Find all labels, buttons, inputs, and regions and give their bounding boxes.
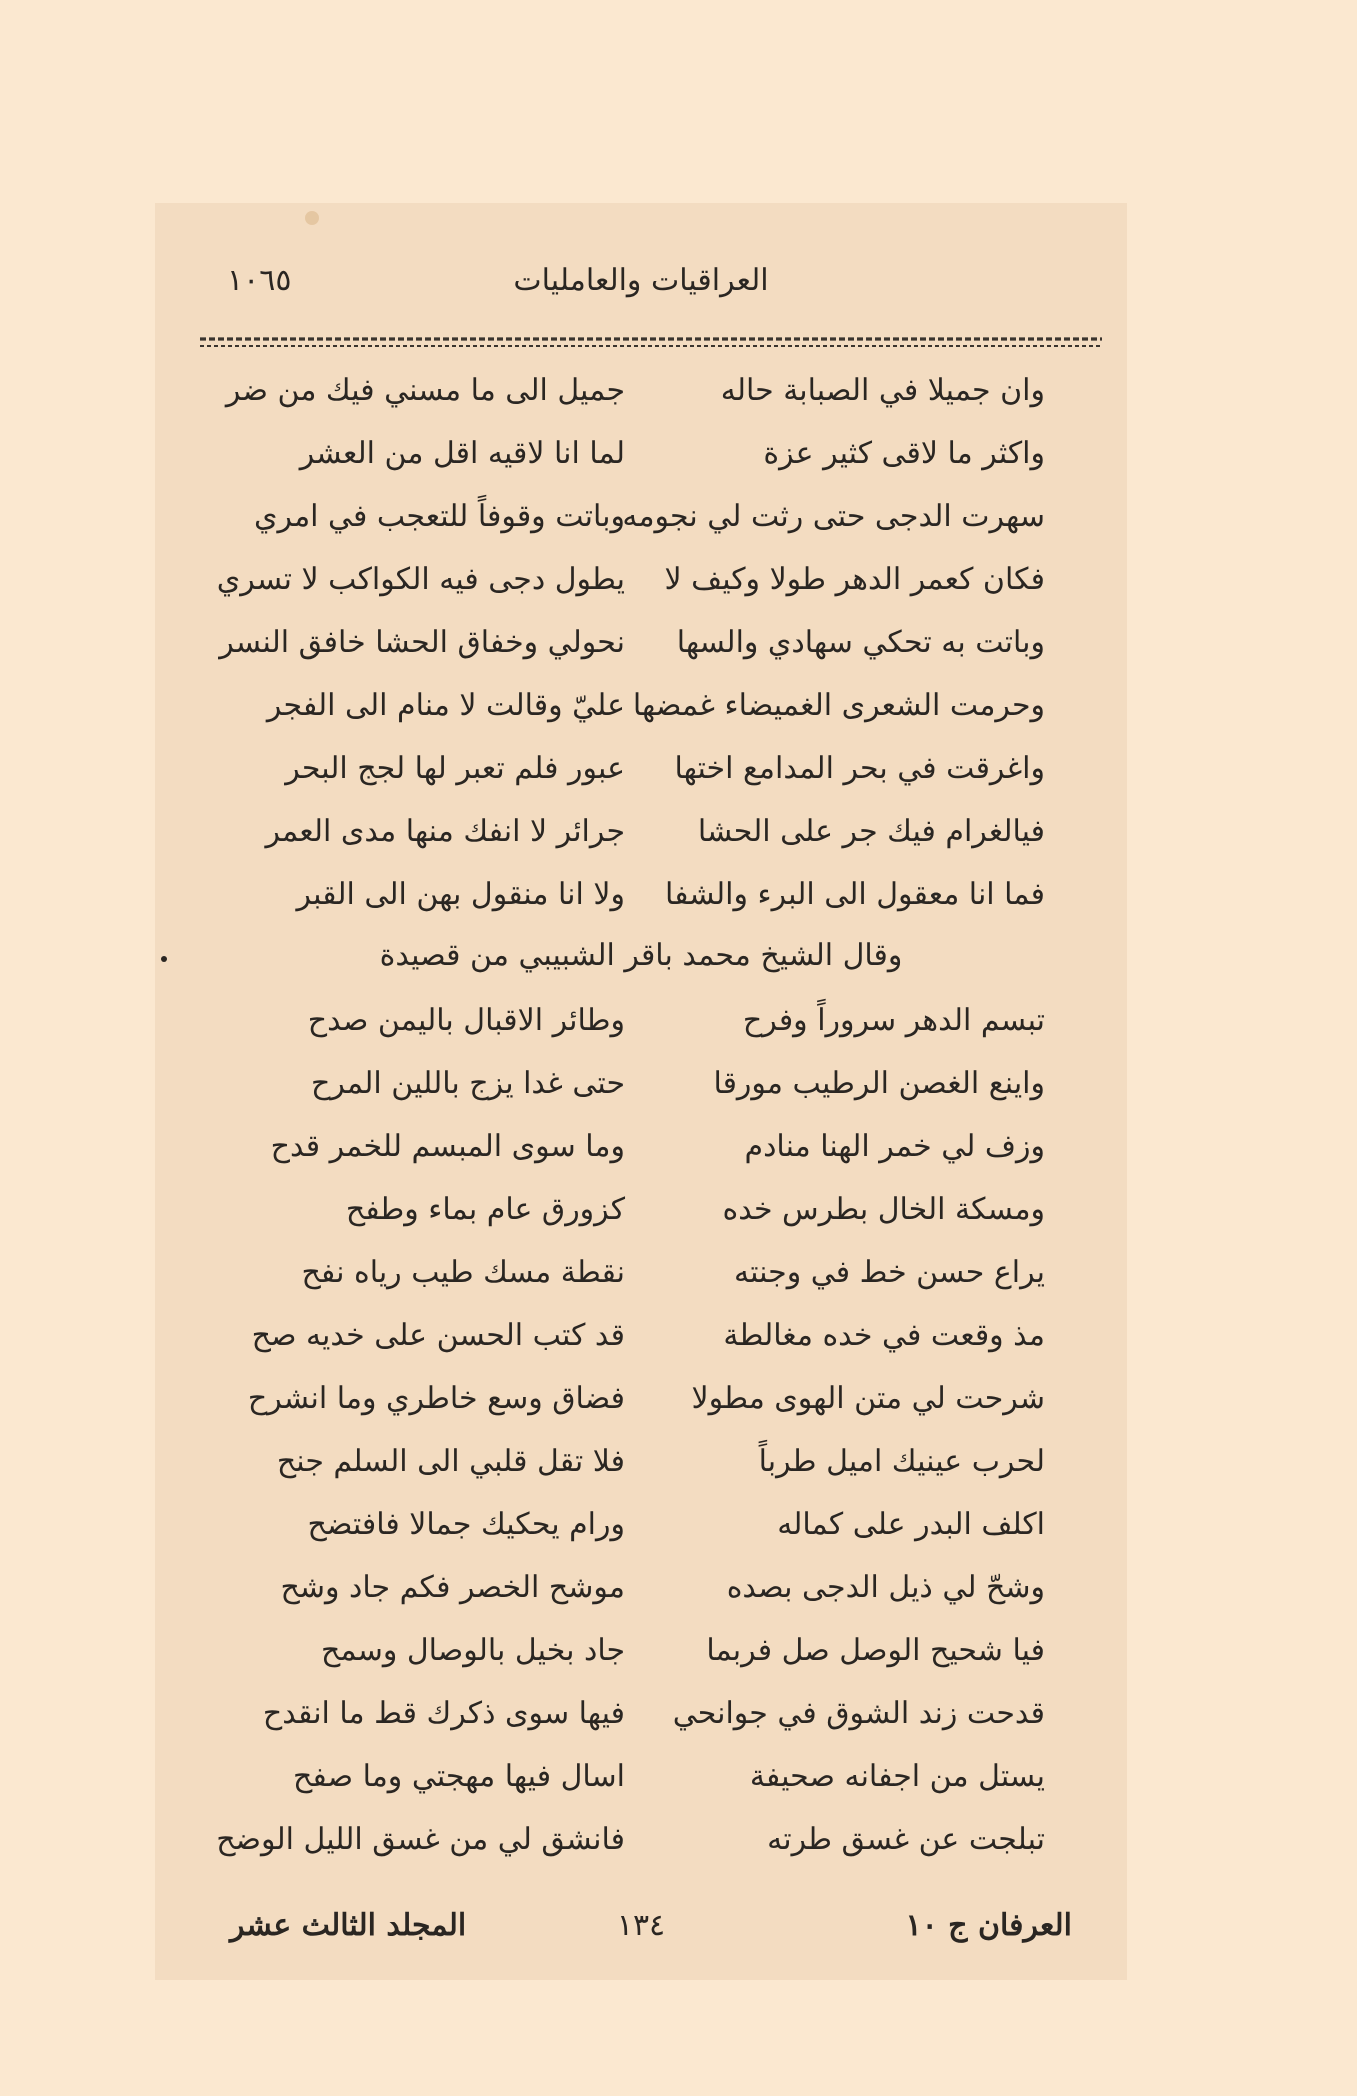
- verse-line: [155, 1003, 1127, 1065]
- verse-second-hemistich: وباتت وقوفاً للتعجب في امري: [254, 499, 625, 534]
- verse-line: [155, 1696, 1127, 1758]
- verse-first-hemistich: سهرت الدجى حتى رثت لي نجومه: [622, 499, 1045, 534]
- verse-line: [155, 1507, 1127, 1569]
- verse-line: [155, 625, 1127, 687]
- verse-first-hemistich: فيالغرام فيك جر على الحشا: [697, 814, 1045, 849]
- page-title: العراقيات والعامليات: [513, 263, 769, 298]
- verse-second-hemistich: فانشق لي من غسق الليل الوضح: [216, 1822, 625, 1857]
- verse-second-hemistich: جرائر لا انفك منها مدى العمر: [265, 814, 625, 849]
- page-header: [155, 263, 1127, 313]
- verse-line: [155, 1444, 1127, 1506]
- verse-line: [155, 1822, 1127, 1884]
- verse-second-hemistich: فيها سوى ذكرك قط ما انقدح: [262, 1696, 625, 1731]
- verse-second-hemistich: وطائر الاقبال باليمن صدح: [307, 1003, 625, 1038]
- page-footer: [155, 1908, 1127, 1958]
- header-divider-2: [200, 345, 1102, 347]
- verse-second-hemistich: فلا تقل قلبي الى السلم جنح: [276, 1444, 625, 1479]
- verse-first-hemistich: اكلف البدر على كماله: [777, 1507, 1045, 1542]
- verse-first-hemistich: ومسكة الخال بطرس خده: [722, 1192, 1045, 1227]
- verse-line: [155, 1759, 1127, 1821]
- verse-first-hemistich: وباتت به تحكي سهادي والسها: [676, 625, 1045, 660]
- verse-line: [155, 814, 1127, 876]
- verse-second-hemistich: جميل الى ما مسني فيك من ضر: [225, 373, 625, 408]
- verse-second-hemistich: اسال فيها مهجتي وما صفح: [293, 1759, 625, 1794]
- verse-first-hemistich: فما انا معقول الى البرء والشفا: [664, 877, 1045, 912]
- footer-journal: العرفان ج ١٠: [905, 1908, 1072, 1943]
- verse-line: [155, 499, 1127, 561]
- verse-second-hemistich: يطول دجى فيه الكواكب لا تسري: [216, 562, 625, 597]
- poem-intro: وقال الشيخ محمد باقر الشبيبي من قصيدة: [379, 938, 903, 973]
- verse-first-hemistich: فكان كعمر الدهر طولا وكيف لا: [664, 562, 1045, 597]
- verse-second-hemistich: نحولي وخفاق الحشا خافق النسر: [219, 625, 625, 660]
- verse-line: [155, 436, 1127, 498]
- verse-line: [155, 751, 1127, 813]
- page-number: ١٠٦٥: [227, 263, 292, 298]
- footer-page-number: ١٣٤: [616, 1908, 666, 1943]
- header-divider: [200, 335, 1102, 343]
- verse-first-hemistich: مذ وقعت في خده مغالطة: [723, 1318, 1045, 1353]
- page-sheet: [155, 203, 1127, 1980]
- verse-line: [155, 1633, 1127, 1695]
- verse-second-hemistich: قد كتب الحسن على خديه صح: [251, 1318, 625, 1353]
- verse-line: [155, 1192, 1127, 1254]
- verse-first-hemistich: واينع الغصن الرطيب مورقا: [713, 1066, 1045, 1101]
- verse-line: [155, 1255, 1127, 1317]
- verse-second-hemistich: عبور فلم تعبر لها لجج البحر: [285, 751, 625, 786]
- verse-first-hemistich: قدحت زند الشوق في جوانحي: [672, 1696, 1045, 1731]
- verse-second-hemistich: نقطة مسك طيب رياه نفح: [301, 1255, 625, 1290]
- verse-second-hemistich: وما سوى المبسم للخمر قدح: [270, 1129, 625, 1164]
- verse-line: [155, 1129, 1127, 1191]
- verse-line: [155, 1066, 1127, 1128]
- verse-first-hemistich: وحرمت الشعرى الغميضاء غمضها: [632, 688, 1045, 723]
- verse-first-hemistich: وزف لي خمر الهنا منادم: [744, 1129, 1045, 1164]
- verse-first-hemistich: واكثر ما لاقى كثير عزة: [763, 436, 1045, 471]
- verse-line: [155, 688, 1127, 750]
- verse-line: [155, 373, 1127, 435]
- paper-stain: [305, 211, 319, 225]
- verse-first-hemistich: وان جميلا في الصبابة حاله: [720, 373, 1045, 408]
- verse-first-hemistich: يستل من اجفانه صحيفة: [749, 1759, 1045, 1794]
- verse-first-hemistich: وشحّ لي ذيل الدجى بصده: [726, 1570, 1045, 1605]
- verse-first-hemistich: تبسم الدهر سروراً وفرح: [742, 1003, 1045, 1038]
- verse-line: [155, 1381, 1127, 1443]
- verse-second-hemistich: عليّ وقالت لا منام الى الفجر: [266, 688, 625, 723]
- verse-second-hemistich: موشح الخصر فكم جاد وشح: [280, 1570, 625, 1605]
- verse-second-hemistich: ورام يحكيك جمالا فافتضح: [307, 1507, 625, 1542]
- verse-first-hemistich: تبلجت عن غسق طرته: [767, 1822, 1045, 1857]
- verse-line: [155, 877, 1127, 939]
- verse-second-hemistich: ولا انا منقول بهن الى القبر: [296, 877, 625, 912]
- verse-first-hemistich: واغرقت في بحر المدامع اختها: [674, 751, 1045, 786]
- footer-volume: المجلد الثالث عشر: [230, 1908, 467, 1943]
- verse-first-hemistich: فيا شحيح الوصل صل فربما: [706, 1633, 1045, 1668]
- verse-first-hemistich: يراع حسن خط في وجنته: [733, 1255, 1045, 1290]
- verse-line: [155, 1318, 1127, 1380]
- verse-second-hemistich: كزورق عام بماء وطفح: [345, 1192, 625, 1227]
- verse-second-hemistich: جاد بخيل بالوصال وسمح: [320, 1633, 625, 1668]
- verse-second-hemistich: فضاق وسع خاطري وما انشرح: [247, 1381, 625, 1416]
- verse-line: [155, 1570, 1127, 1632]
- verse-second-hemistich: حتى غدا يزج باللين المرح: [311, 1066, 625, 1101]
- verse-first-hemistich: لحرب عينيك اميل طرباً: [758, 1444, 1045, 1479]
- verse-first-hemistich: شرحت لي متن الهوى مطولا: [691, 1381, 1045, 1416]
- verse-line: [155, 562, 1127, 624]
- verse-second-hemistich: لما انا لاقيه اقل من العشر: [299, 436, 625, 471]
